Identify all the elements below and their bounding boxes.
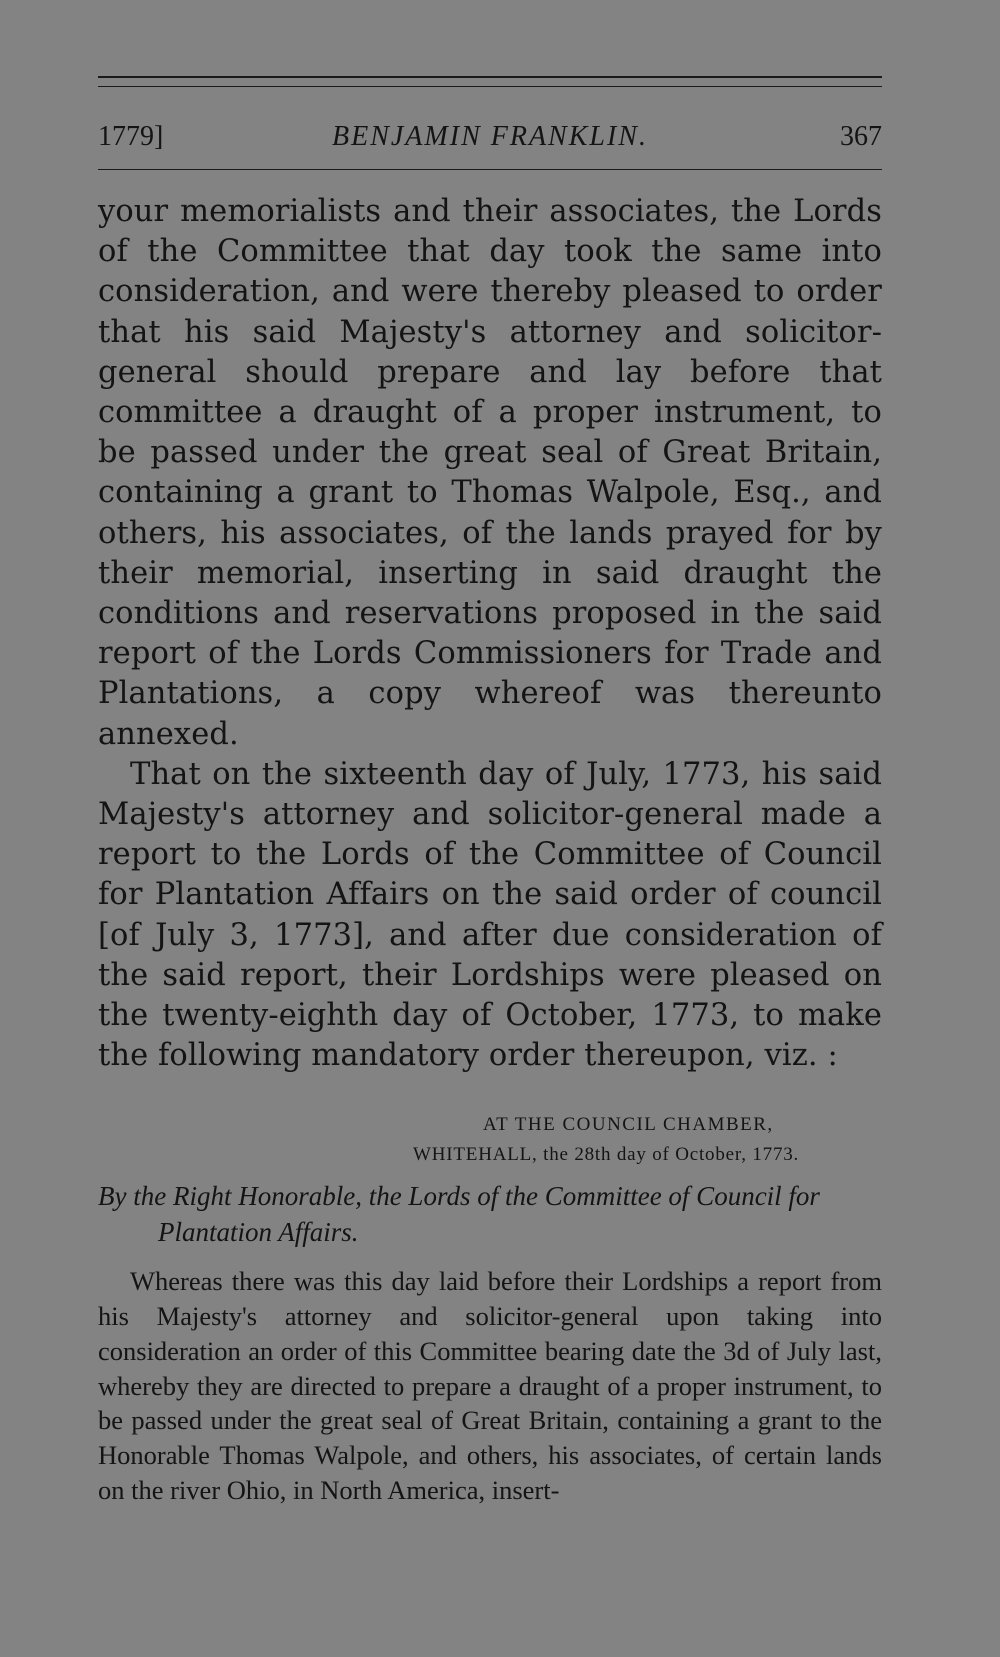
paragraph-report: That on the sixteenth day of July, 1773, his said Majesty's attorney and solicitor-general made a report to the Lords of the Committee of Council for Plantation Affairs on the said order of council [of July 3, 1773], and after due consideration of the said report, their Lordships were pleased on the twenty-eighth day of October, 1773, to make the following mandatory order thereupon, viz. : — [98, 756, 882, 1074]
page-number: 367 — [840, 121, 882, 152]
header-year: 1779] — [98, 121, 164, 152]
book-page — [98, 76, 882, 1507]
main-text — [98, 192, 882, 1076]
dateline-council-chamber: AT THE COUNCIL CHAMBER, — [483, 1114, 774, 1136]
order-heading: By the Right Honorable, the Lords of the Committee of Council for Plantation Affairs. — [98, 1181, 820, 1248]
dateline-date: the 28th day of October, 1773. — [537, 1144, 800, 1166]
header-rule — [98, 169, 882, 170]
order-paragraph: Whereas there was this day laid before their Lordships a report from his Majesty's attorney and solicitor-general upon taking into consideration an order of this Committee bearing date the 3d of July last, whereby they are directed to prepare a draught of a proper instrument, to be passed under the great seal of Great Britain, containing a grant to the Honorable Thomas Walpole, and others, his associates, of certain lands on the river Ohio, in North America, insert- — [98, 1266, 882, 1505]
paragraph-memorialists: your memorialists and their associates, the Lords of the Committee that day took the same into consideration, and were thereby pleased to order that his said Majesty's attorney and solicitor-general should prepare and lay before that committee a draught of a proper instrument, to be passed under the great seal of Great Britain, containing a grant to Thomas Walpole, Esq., and others, his associates, of the lands prayed for by their memorial, inserting in said draught the conditions and reservations proposed in the said report of the Lords Commissioners for Trade and Plantations, a copy whereof was thereunto annexed. — [98, 194, 882, 752]
dateline — [98, 1110, 882, 1170]
dateline-whitehall — [98, 1140, 882, 1170]
header-title: BENJAMIN FRANKLIN. — [332, 121, 648, 152]
order-text — [98, 1264, 882, 1507]
running-head — [98, 87, 882, 157]
dateline-place: WHITEHALL, — [413, 1144, 538, 1166]
